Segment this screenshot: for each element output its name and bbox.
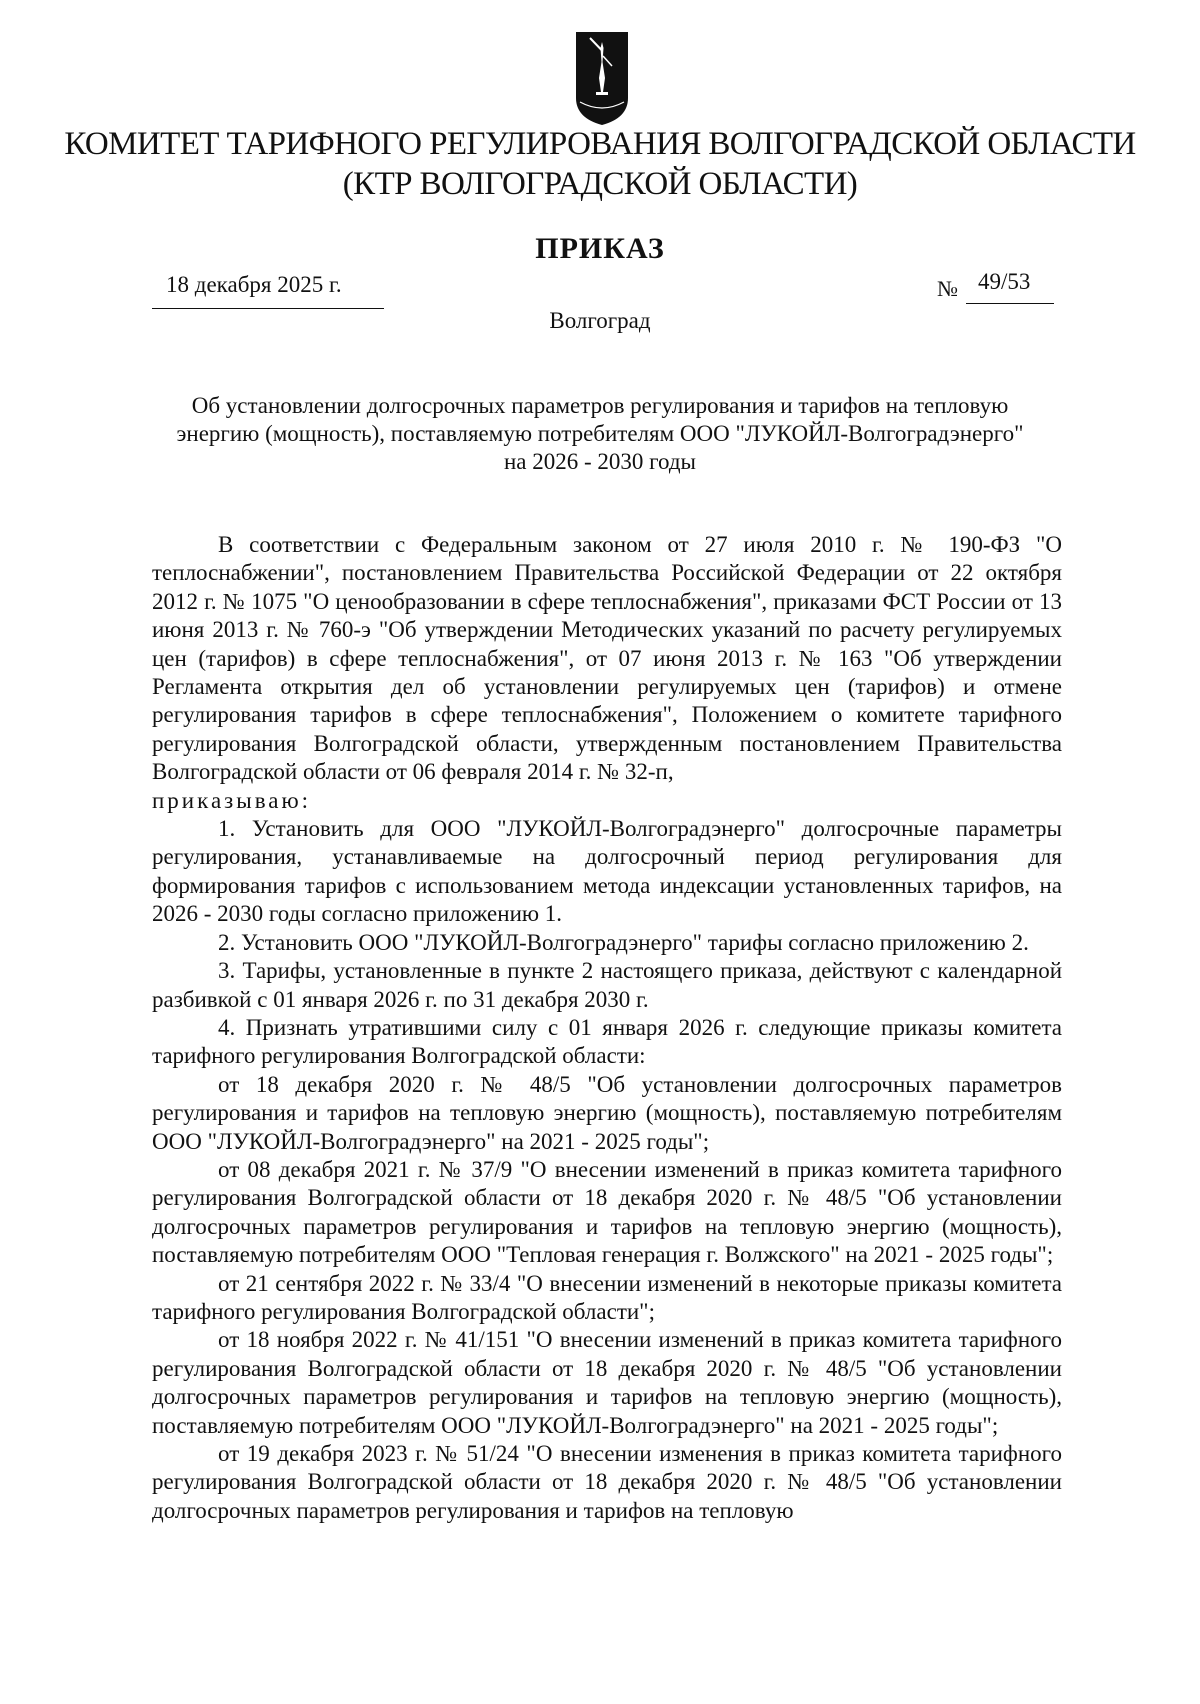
volgograd-coat-of-arms-icon xyxy=(572,28,632,128)
subject-line: энергию (мощность), поставляемую потребителям ООО "ЛУКОЙЛ-Волгоградэнерго" xyxy=(176,421,1024,446)
repealed-order-4: от 18 ноября 2022 г. № 41/151 "О внесении изменений в приказ комитета тарифного регулирования Волгоградской области от 18 декабря 2020 г. № 48/5 "Об установлении долгосрочных параметров регулирования и тарифов на тепловую энергию (мощность), поставляемую потребителям ООО "ЛУКОЙЛ-Волгоградэнерго" на 2021 - 2025 годы"; xyxy=(152,1327,1062,1438)
subject-line: Об установлении долгосрочных параметров регулирования и тарифов на тепловую xyxy=(191,393,1009,418)
repealed-order-3: от 21 сентября 2022 г. № 33/4 "О внесении изменений в некоторые приказы комитета тарифного регулирования Волгоградской области"; xyxy=(152,1270,1062,1324)
repealed-order-1: от 18 декабря 2020 г. № 48/5 "Об установлении долгосрочных параметров регулирования и тарифов на тепловую энергию (мощность), поставляемую потребителям ООО "ЛУКОЙЛ-Волгоградэнерго" на 2021 - 2025 годы"; xyxy=(152,1071,1062,1154)
committee-name: КОМИТЕТ ТАРИФНОГО РЕГУЛИРОВАНИЯ ВОЛГОГРАДСКОЙ ОБЛАСТИ xyxy=(64,126,1136,162)
order-body xyxy=(152,531,1062,1525)
preamble-paragraph: В соответствии с Федеральным законом от 27 июля 2010 г. № 190-ФЗ "О теплоснабжении", постановлением Правительства Российской Федерации от 22 октября 2012 г. № 1075 "О ценообразовании в сфере теплоснабжения", приказами ФСТ России от 13 июня 2013 г. № 760-э "Об утверждении Методических указаний по расчету регулируемых цен (тарифов) в сфере теплоснабжения", от 07 июня 2013 г. № 163 "Об утверждении Регламента открытия дел об установлении регулируемых цен (тарифов) и отмене регулирования тарифов в сфере теплоснабжения", Положением о комитете тарифного регулирования Волгоградской области, утвержденным постановлением Правительства Волгоградской области от 06 февраля 2014 г. № 32-п, xyxy=(152,532,1062,785)
order-date: 18 декабря 2025 г. xyxy=(166,272,342,297)
order-item-1: 1. Установить для ООО "ЛУКОЙЛ-Волгоградэнерго" долгосрочные параметры регулирования, устанавливаемые на долгосрочный период регулирования для формирования тарифов с использованием метода индексации установленных тарифов, на 2026 - 2030 годы согласно приложению 1. xyxy=(152,816,1062,927)
order-subject xyxy=(150,392,1050,476)
repealed-order-2: от 08 декабря 2021 г. № 37/9 "О внесении изменений в приказ комитета тарифного регулирования Волгоградской области от 18 декабря 2020 г. № 48/5 "Об установлении долгосрочных параметров регулирования и тарифов на тепловую энергию (мощность), поставляемую потребителям ООО "Тепловая генерация г. Волжского" на 2021 - 2025 годы"; xyxy=(152,1156,1062,1268)
committee-abbreviation: (КТР ВОЛГОГРАДСКОЙ ОБЛАСТИ) xyxy=(342,166,858,202)
order-word: приказываю: xyxy=(152,787,312,813)
document-title: ПРИКАЗ xyxy=(535,232,665,265)
order-item-4: 4. Признать утратившими силу с 01 января 2026 г. следующие приказы комитета тарифного регулирования Волгоградской области: xyxy=(152,1014,1062,1069)
order-number: 49/53 xyxy=(978,269,1031,294)
order-item-2: 2. Установить ООО "ЛУКОЙЛ-Волгоградэнерго" тарифы согласно приложению 2. xyxy=(218,929,1029,955)
subject-line: на 2026 - 2030 годы xyxy=(503,449,697,474)
number-underline xyxy=(966,303,1054,304)
city: Волгоград xyxy=(549,308,651,333)
repealed-order-5: от 19 декабря 2023 г. № 51/24 "О внесении изменения в приказ комитета тарифного регулирования Волгоградской области от 18 декабря 2020 г. № 48/5 "Об установлении долгосрочных параметров регулирования и тарифов на тепловую xyxy=(152,1441,1062,1523)
order-number-label: № xyxy=(937,276,958,301)
order-item-3: 3. Тарифы, установленные в пункте 2 настоящего приказа, действуют с календарной разбивкой с 01 января 2026 г. по 31 декабря 2030 г. xyxy=(152,958,1062,1012)
